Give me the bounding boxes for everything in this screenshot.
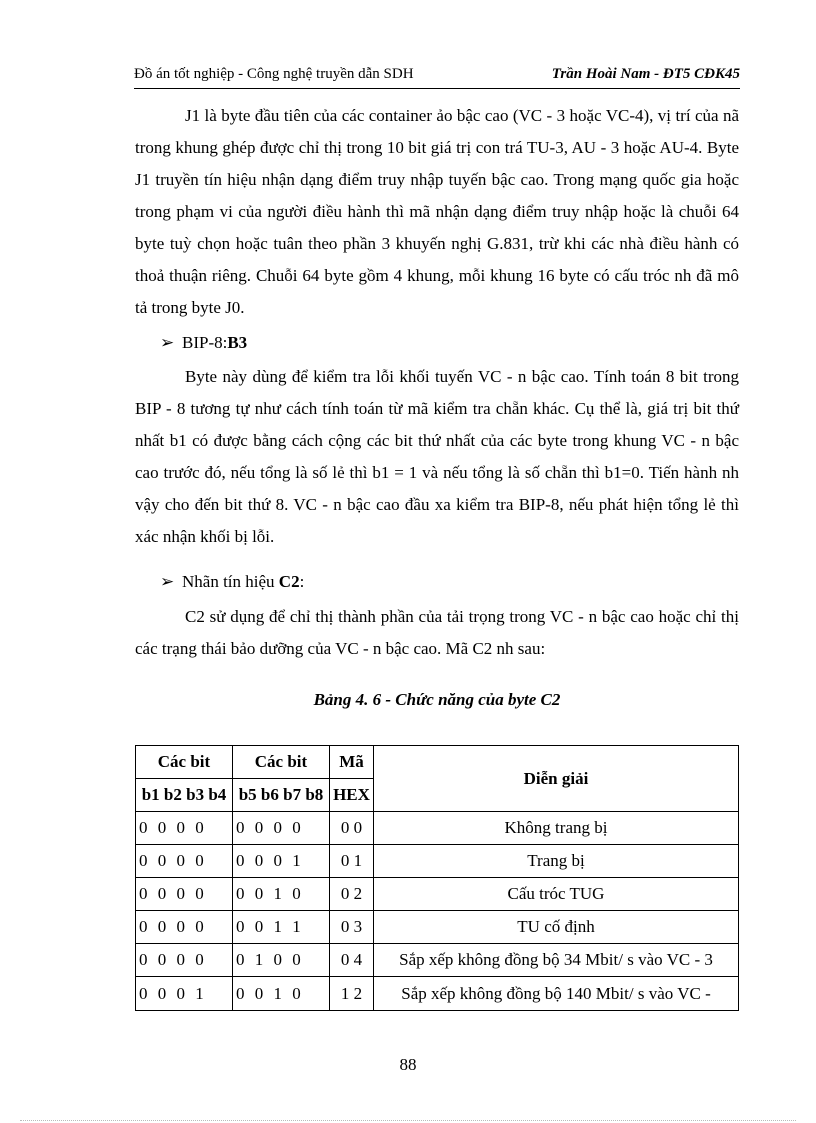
cell-description: Trang bị bbox=[374, 845, 739, 878]
cell-description: Sắp xếp không đồng bộ 34 Mbit/ s vào VC - 3 bbox=[374, 944, 739, 977]
c2-function-table bbox=[135, 745, 739, 1011]
cell-bits2: 0 0 1 0 bbox=[233, 977, 330, 1011]
cell-hex: 1 2 bbox=[330, 977, 374, 1011]
cell-bits1: 0 0 0 0 bbox=[136, 944, 233, 977]
cell-bits1: 0 0 0 0 bbox=[136, 878, 233, 911]
arrow-bullet-icon: ➢ bbox=[160, 333, 175, 352]
header-bits-b1-b4: b1 b2 b3 b4 bbox=[136, 779, 233, 812]
table-row bbox=[136, 944, 739, 977]
paragraph-c2: C2 sử dụng để chỉ thị thành phần của tải trọng trong VC - n bậc cao hoặc chỉ thị các trạng thái bảo dưỡng của VC - n bậc cao. Mã C2 nh sau: bbox=[135, 607, 739, 658]
cell-bits2: 0 0 0 0 bbox=[233, 812, 330, 845]
bullet-c2-code: C2 bbox=[278, 572, 300, 591]
cell-description: Không trang bị bbox=[374, 812, 739, 845]
paragraph-b3: Byte này dùng để kiểm tra lỗi khối tuyến VC - n bậc cao. Tính toán 8 bit trong BIP - 8 tương tự như cách tính toán từ mã kiểm tra chẵn khác. Cụ thể là, giá trị bit thứ nhất b1 có được bằng cách cộng các bit thứ nhất của các byte trong khung VC - n bậc cao trước đó, nếu tổng là số lẻ thì b1 = 1 và nếu tổng là số chẵn thì b1=0. Tiến hành nh vậy cho đến bit thứ 8. VC - n bậc cao đầu xa kiểm tra BIP-8, nếu phát hiện tổng lẻ thì xác nhận khối bị lỗi. bbox=[135, 367, 739, 546]
bullet-c2-label: Nhãn tín hiệu bbox=[182, 572, 279, 591]
bullet-bip8-label: BIP-8: bbox=[182, 333, 228, 352]
table-row bbox=[136, 845, 739, 878]
table-caption: Bảng 4. 6 - Chức năng của byte C2 bbox=[313, 690, 561, 709]
cell-bits1: 0 0 0 0 bbox=[136, 845, 233, 878]
cell-hex: 0 2 bbox=[330, 878, 374, 911]
bullet-bip8 bbox=[160, 331, 247, 355]
header-ma: Mã bbox=[330, 746, 374, 779]
cell-hex: 0 3 bbox=[330, 911, 374, 944]
table-row bbox=[136, 911, 739, 944]
cell-bits2: 0 0 0 1 bbox=[233, 845, 330, 878]
cell-bits1: 0 0 0 0 bbox=[136, 812, 233, 845]
cell-description: Sắp xếp không đồng bộ 140 Mbit/ s vào VC - bbox=[374, 977, 739, 1011]
bullet-bip8-code: B3 bbox=[227, 333, 248, 352]
header-bits-group-1: Các bit bbox=[136, 746, 233, 779]
cell-bits1: 0 0 0 1 bbox=[136, 977, 233, 1011]
cell-hex: 0 0 bbox=[330, 812, 374, 845]
cell-description: Cấu tróc TUG bbox=[374, 878, 739, 911]
header-title: Đồ án tốt nghiệp - Công nghệ truyền dẫn SDH bbox=[134, 66, 414, 82]
cell-bits2: 0 0 1 0 bbox=[233, 878, 330, 911]
cell-hex: 0 4 bbox=[330, 944, 374, 977]
cell-bits1: 0 0 0 0 bbox=[136, 911, 233, 944]
table-row bbox=[136, 977, 739, 1011]
cell-bits2: 0 0 1 1 bbox=[233, 911, 330, 944]
cell-description: TU cố định bbox=[374, 911, 739, 944]
table-row bbox=[136, 812, 739, 845]
header-description: Diễn giải bbox=[374, 746, 739, 812]
page-bottom-divider bbox=[20, 1120, 796, 1121]
arrow-bullet-icon: ➢ bbox=[160, 572, 175, 591]
cell-bits2: 0 1 0 0 bbox=[233, 944, 330, 977]
paragraph-j1: J1 là byte đầu tiên của các container ảo bậc cao (VC - 3 hoặc VC-4), vị trí của nã trong khung ghép được chỉ thị trong 10 bit giá trị con trá TU-3, AU - 3 hoặc AU-4. Byte J1 truyền tín hiệu nhận dạng điểm truy nhập tuyến bậc cao. Trong mạng quốc gia hoặc trong phạm vi của người điều hành thì mã nhận dạng điểm truy nhập hoặc là chuỗi 64 byte tuỳ chọn hoặc tuân theo phần 3 khuyến nghị G.831, trừ khi các nhà điều hành có thoả thuận riêng. Chuỗi 64 byte gồm 4 khung, mỗi khung 16 byte có cấu tróc nh đã mô tả trong byte J0. bbox=[135, 106, 739, 317]
header-author: Trần Hoài Nam - ĐT5 CĐK45 bbox=[551, 66, 740, 82]
header-hex: HEX bbox=[330, 779, 374, 812]
page-header bbox=[134, 64, 740, 89]
page-number: 88 bbox=[399, 1055, 417, 1074]
table-row bbox=[136, 878, 739, 911]
bullet-c2 bbox=[160, 570, 304, 594]
header-bits-b5-b8: b5 b6 b7 b8 bbox=[233, 779, 330, 812]
cell-hex: 0 1 bbox=[330, 845, 374, 878]
bullet-c2-suffix: : bbox=[299, 572, 305, 591]
header-bits-group-2: Các bit bbox=[233, 746, 330, 779]
